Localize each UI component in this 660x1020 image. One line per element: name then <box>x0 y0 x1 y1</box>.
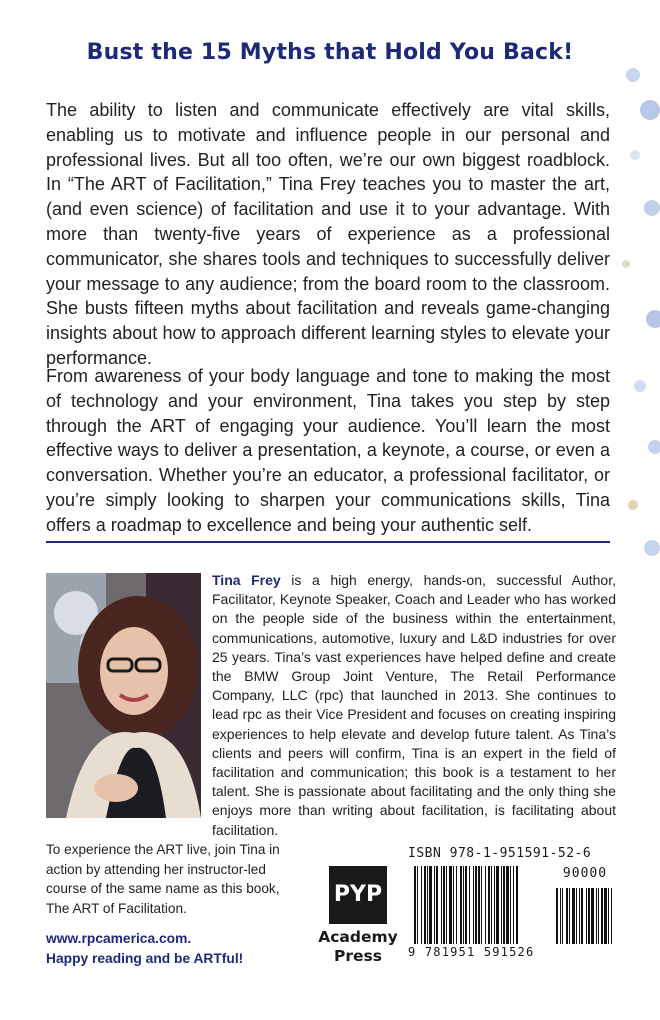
barcode-bar <box>414 866 416 944</box>
barcode-bar <box>601 888 603 944</box>
barcode-bar <box>427 866 428 944</box>
description-paragraph-2: From awareness of your body language and tone to making the most of technology and your environment, Tina takes you step by step through the ART of engaging your audience. You’ll learn the most effective ways to deliver a presentation, a keynote, a course, or even a conversation. Whether you’re an educator, a professional facilitator, or you’re simply looking to sharpen your communications skills, Tina offers a roadmap to excellence and being your authentic self. <box>46 366 610 535</box>
barcode-bar <box>453 866 454 944</box>
barcode-bar <box>463 866 464 944</box>
barcode-bar <box>588 888 590 944</box>
barcode-bar <box>481 866 482 944</box>
barcode-bar <box>491 866 492 944</box>
barcode-bar <box>485 866 486 944</box>
barcode-bar <box>417 866 418 944</box>
barcode-bar <box>598 888 599 944</box>
barcode-bar <box>569 888 570 944</box>
barcode-bar <box>501 866 502 944</box>
barcode-bar <box>475 866 477 944</box>
isbn-label: ISBN 978-1-951591-52-6 <box>408 846 592 861</box>
barcode-bar <box>560 888 561 944</box>
author-photo <box>46 573 201 818</box>
barcode-bar <box>465 866 467 944</box>
barcode-bar <box>566 888 568 944</box>
barcode-bar <box>596 888 597 944</box>
barcode-bar <box>478 866 480 944</box>
barcode-bar <box>503 866 505 944</box>
ean-digits: 9 781951 591526 <box>408 945 535 959</box>
barcode-bar <box>579 888 580 944</box>
barcode-bar <box>611 888 612 944</box>
barcode-bar <box>421 866 422 944</box>
barcode-bar <box>496 866 499 944</box>
barcode-bar <box>460 866 462 944</box>
barcode-bar <box>513 866 514 944</box>
barcode-bar <box>586 888 587 944</box>
barcode-bar <box>581 888 583 944</box>
section-divider <box>46 541 610 543</box>
author-bio-text: is a high energy, hands-on, successful Author, Facilitator, Keynote Speaker, Coach and Leader who has worked on the people side of the business within the entertainment, communications, automotive, luxury and L&D industries for over 25 years. Tina’s vast experiences have helped define and create the BMW Group Joint Venture, The Retail Performance Company, LLC (rpc) that launched in 2013. She continues to lead rpc as their Vice President and focuses on creating inspiring experiences to help elevate and develop future talent. As Tina’s clients and peers will confirm, Tina is an expert in the field of facilitation and communication; this book is a testament to her talent. She is passionate about facilitating and the only thing she enjoys more than writing about facilitation, is facilitating about facilitation. <box>212 572 616 838</box>
publisher-logo: PYP <box>329 866 387 924</box>
price-code: 90000 <box>555 866 615 881</box>
experience-note: To experience the ART live, join Tina in action by attending her instructor-led course of the same name as this book, The ART of Facilitation. <box>46 842 280 916</box>
barcode-bar <box>473 866 474 944</box>
barcode-bar <box>469 866 470 944</box>
barcode-bar <box>424 866 426 944</box>
barcode-bar <box>456 866 457 944</box>
barcode-bar <box>604 888 607 944</box>
barcode-bar <box>572 888 575 944</box>
author-bio <box>212 571 616 840</box>
barcode-bar <box>506 866 509 944</box>
publisher-name-line1: Academy <box>318 928 398 946</box>
barcode-bar <box>510 866 511 944</box>
publisher-name <box>312 928 404 966</box>
barcode-bar <box>494 866 495 944</box>
barcode-bar <box>562 888 563 944</box>
barcode-bar <box>449 866 452 944</box>
website-link[interactable]: www.rpcamerica.com. <box>46 931 192 946</box>
author-name: Tina Frey <box>212 572 281 588</box>
barcode-bar <box>591 888 594 944</box>
barcode-bar <box>516 866 518 944</box>
barcode-bar <box>608 888 609 944</box>
barcode-bar <box>443 866 445 944</box>
barcode-bar <box>446 866 447 944</box>
isbn-barcode <box>408 846 620 964</box>
cover-headline: Bust the 15 Myths that Hold You Back! <box>86 40 574 65</box>
barcode-bar <box>429 866 432 944</box>
description-paragraph-1: The ability to listen and communicate effectively are vital skills, enabling us to motivate and influence people in our personal and professional lives. But all too often, we’re our own biggest roadblock. In “The ART of Facilitation,” Tina Frey teaches you to master the art, (and even science) of facilitation and use it to your advantage. With more than twenty-five years of experience as a professional communicator, she shares tools and techniques to successfully deliver your message to any audience; from the board room to the classroom. She busts fifteen myths about facilitation and reveals game-changing insights about how to approach different learning styles to elevate your performance. <box>46 100 610 368</box>
publisher-name-line2: Press <box>334 947 382 965</box>
barcode-bar <box>576 888 577 944</box>
barcode-bar <box>556 888 558 944</box>
barcode-bar <box>488 866 490 944</box>
barcode-bar <box>434 866 435 944</box>
contact-block <box>46 929 306 968</box>
barcode-bar <box>436 866 438 944</box>
tagline: Happy reading and be ARTful! <box>46 950 244 966</box>
barcode-bar <box>441 866 442 944</box>
